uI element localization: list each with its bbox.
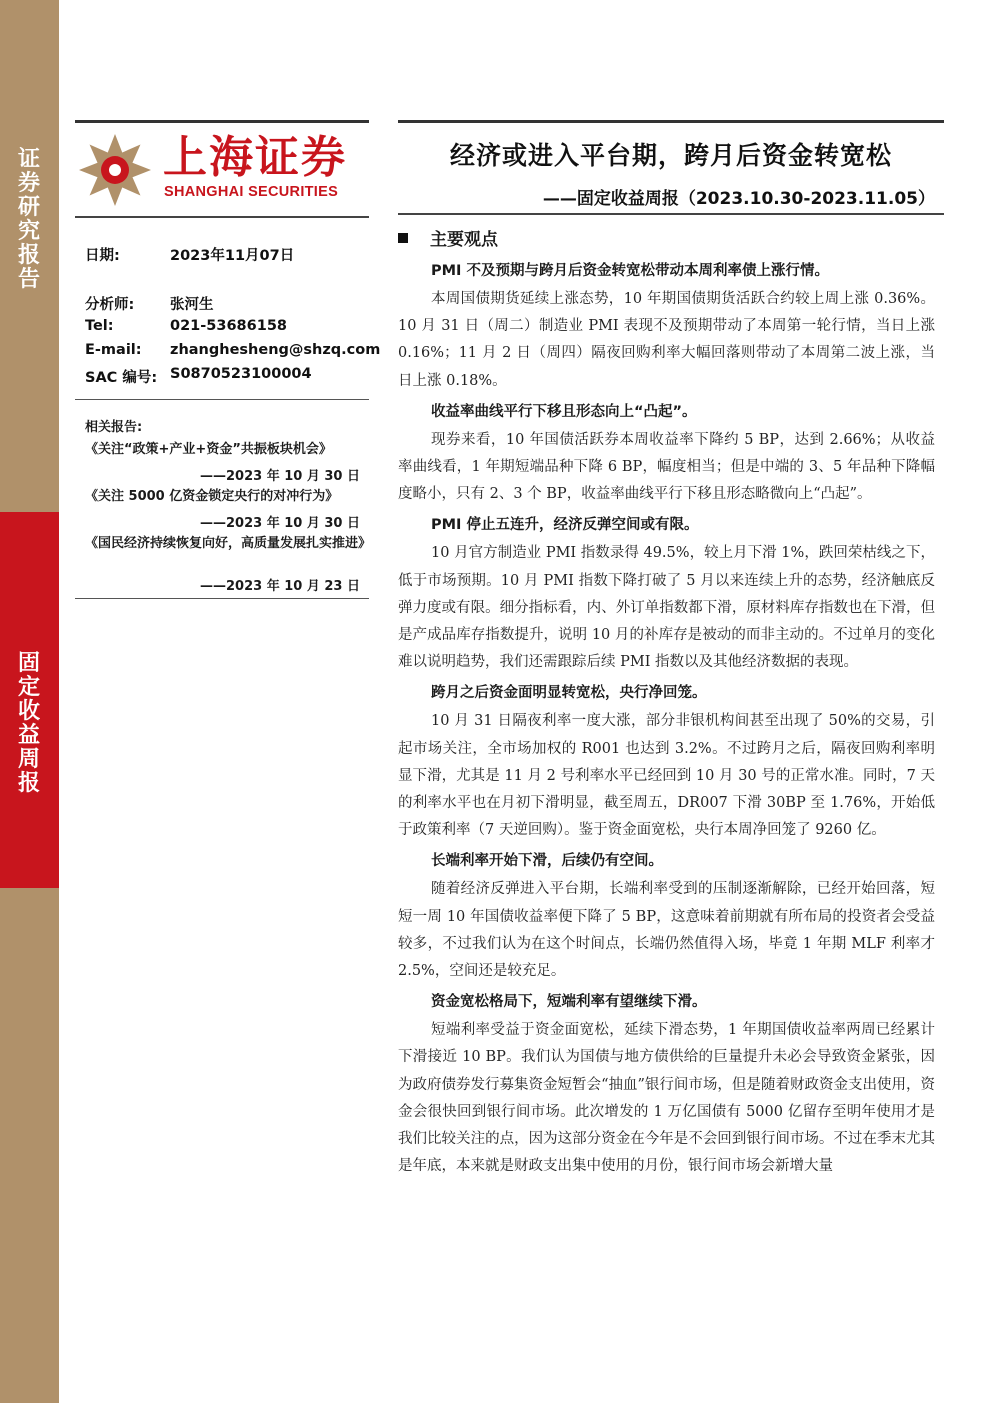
point-heading: 长端利率开始下滑，后续仍有空间。 [431, 853, 663, 870]
related-report-1-date: ——2023 年 10 月 30 日 [200, 469, 360, 484]
sidebar-char: 收 [17, 699, 41, 724]
top-rule-right [398, 120, 944, 123]
logo-cn-text: 上海证券 [163, 132, 347, 183]
section-heading [398, 225, 498, 250]
sidebar-char: 报 [17, 771, 41, 796]
tel-value: 021-53686158 [170, 318, 287, 334]
section-title: 主要观点 [430, 230, 498, 250]
sac-label: SAC 编号: [85, 370, 158, 386]
point-heading: 资金宽松格局下，短端利率有望继续下滑。 [431, 994, 707, 1011]
analyst-label: 分析师: [85, 297, 135, 313]
email-label: E-mail: [85, 342, 142, 358]
sac-value: S0870523100004 [170, 366, 312, 382]
sidebar [0, 0, 59, 1403]
main-body [398, 258, 935, 1184]
point-paragraph: 现券来看，10 年国债活跃券本周收益率下降约 5 BP，达到 2.66%；从收益率曲线看，1 年期短端品种下降 6 BP，幅度相当；但是中端的 3、5 年品种下降幅度略小，只有 2、3 个 BP，收益率曲线平行下移且形态略微向上“凸起”。 [398, 431, 935, 503]
point-paragraph: 10 月官方制造业 PMI 指数录得 49.5%，较上月下滑 1%，跌回荣枯线之下，低于市场预期。10 月 PMI 指数下降打破了 5 月以来连续上升的态势，经济触底反弹力度或有限。细分指标看，内、外订单指数都下滑，原材料库存指数也在下滑，但是产成品库存指数提升，说明 10 月的补库存是被动的而非主动的。不过单月的变化难以说明趋势，我们还需跟踪后续 PMI 指数以及其他经济数据的表现。 [398, 545, 935, 671]
logo-rule [75, 216, 369, 218]
point-heading: 收益率曲线平行下移且形态向上“凸起”。 [431, 403, 697, 420]
related-report-3[interactable]: 《国民经济持续恢复向好，高质量发展扎实推进》 [85, 536, 372, 551]
point-heading: PMI 不及预期与跨月后资金转宽松带动本周利率债上涨行情。 [431, 263, 829, 279]
sidebar-char: 研 [17, 195, 41, 220]
sidebar-char: 益 [17, 723, 41, 748]
related-report-2-date: ——2023 年 10 月 30 日 [200, 516, 360, 531]
point-heading: PMI 停止五连升，经济反弹空间或有限。 [431, 517, 699, 534]
date-value: 2023年11月07日 [170, 248, 295, 264]
related-reports-title: 相关报告: [85, 420, 143, 435]
point-paragraph: 短端利率受益于资金面宽松，延续下滑态势，1 年期国债收益率两周已经累计下滑接近 10 BP。我们认为国债与地方债供给的巨量提升未必会导致资金紧张，因为政府债券发行募集资金短暂会“抽血”银行间市场，但是随着财政资金支出使用，资金会很快回到银行间市场。此次增发的 1 万亿国债有 5000 亿留存至明年使用才是我们比较关注的点，因为这部分资金在今年是不会回到银行间市场。不过在季末尤其是年底，本来就是财政支出集中使用的月份，银行间市场会新增大量 [398, 1022, 935, 1175]
point-paragraph: 10 月 31 日隔夜利率一度大涨，部分非银机构间甚至出现了 50%的交易，引起市场关注，全市场加权的 R001 也达到 3.2%。不过跨月之后，隔夜回购利率明显下滑，尤其是 11 月 2 号利率水平已经回到 10 月 30 号的正常水准。同时，7 天的利率水平也在月初下滑明显，截至周五，DR007 下滑 30BP 至 1.76%，开始低于政策利率（7 天逆回购）。鉴于资金面宽松，央行本周净回笼了 9260 亿。 [398, 713, 935, 839]
sidebar-char: 证 [17, 147, 41, 172]
related-report-1[interactable]: 《关注“政策+产业+资金”共振板块机会》 [85, 442, 332, 457]
point-heading: 跨月之后资金面明显转宽松，央行净回笼。 [431, 685, 707, 702]
sidebar-char: 券 [17, 171, 41, 196]
company-logo [78, 128, 368, 210]
related-report-2[interactable]: 《关注 5000 亿资金锁定央行的对冲行为》 [85, 489, 339, 504]
email-value: zhanghesheng@shzq.com [170, 342, 381, 358]
tel-label: Tel: [85, 318, 114, 334]
report-title: 经济或进入平台期，跨月后资金转宽松 [449, 141, 892, 170]
date-label: 日期: [85, 248, 120, 264]
sidebar-char: 告 [17, 267, 41, 292]
logo-mark-icon [78, 133, 152, 207]
related-report-3-date: ——2023 年 10 月 23 日 [200, 579, 360, 594]
logo-en-text: SHANGHAI SECURITIES [164, 184, 339, 200]
sidebar-char: 定 [17, 675, 41, 700]
square-bullet-icon [398, 233, 408, 243]
point-paragraph: 随着经济反弹进入平台期，长端利率受到的压制逐渐解除，已经开始回落，短短一周 10 年国债收益率便下降了 5 BP，这意味着前期就有所布局的投资者会受益较多，不过我们认为在这个时间点，长端仍然值得入场，毕竟 1 年期 MLF 利率才 2.5%，空间还是较充足。 [398, 881, 935, 980]
title-rule [398, 213, 944, 215]
point-paragraph: 本周国债期货延续上涨态势，10 年期国债期货活跃合约较上周上涨 0.36%。10 月 31 日（周二）制造业 PMI 表现不及预期带动了本周第一轮行情，当日上涨 0.16%；11 月 2 日（周四）隔夜回购利率大幅回落则带动了本周第二波上涨，当日上涨 0.18%。 [398, 291, 935, 389]
info-rule [75, 399, 369, 400]
top-rule-left [75, 120, 369, 123]
related-rule [75, 598, 369, 599]
sidebar-bottom-label [0, 652, 59, 796]
sidebar-char: 究 [17, 219, 41, 244]
analyst-value: 张河生 [170, 297, 214, 313]
sidebar-char: 固 [17, 651, 41, 676]
sidebar-top-label [0, 148, 59, 292]
sidebar-char: 报 [17, 243, 41, 268]
report-subtitle: ——固定收益周报（2023.10.30-2023.11.05） [542, 189, 935, 209]
sidebar-char: 周 [17, 747, 41, 772]
